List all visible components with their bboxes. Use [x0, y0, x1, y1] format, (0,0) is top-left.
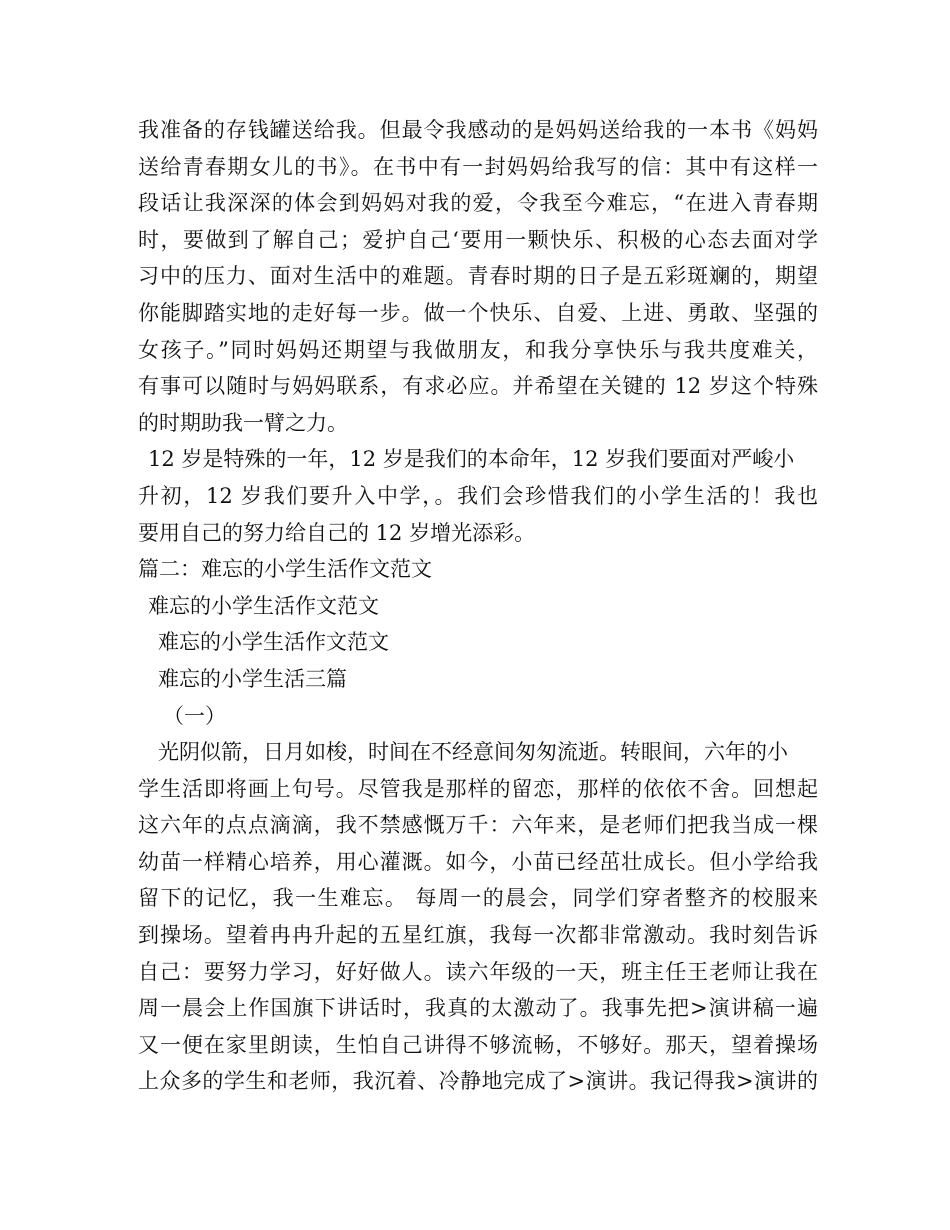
text-line: 的时期助我一臂之力。 [138, 410, 348, 435]
text-line: 上众多的学生和老师，我沉着、冷静地完成了>演讲。我记得我>演讲的 [138, 1069, 818, 1094]
text-line: 女孩子。”同时妈妈还期望与我做朋友，和我分享快乐与我共度难关， [138, 337, 818, 362]
text-line: 留下的记忆，我一生难忘。 每周一的晨会，同学们穿者整齐的校服来 [138, 886, 818, 911]
text-line: 12 岁是特殊的一年，12 岁是我们的本命年，12 岁我们要面对严峻小 [148, 447, 795, 472]
text-line: 有事可以随时与妈妈联系，有求必应。并希望在关键的 12 岁这个特殊 [138, 374, 818, 399]
text-line: 要用自己的努力给自己的 12 岁增光添彩。 [138, 520, 536, 545]
text-line: 自己：要努力学习，好好做人。读六年级的一天，班主任王老师让我在 [138, 959, 818, 984]
text-line: 段话让我深深的体会到妈妈对我的爱，令我至今难忘，“在进入青春期 [138, 191, 818, 216]
essay-title: 难忘的小学生活作文范文 [148, 593, 379, 618]
text-line: 你能脚踏实地的走好每一步。做一个快乐、自爱、上进、勇敢、坚强的 [138, 300, 818, 325]
text-line: 这六年的点点滴滴，我不禁感慨万千：六年来，是老师们把我当成一棵 [138, 813, 818, 838]
section-heading: 篇二：难忘的小学生活作文范文 [138, 557, 432, 582]
text-line: 幼苗一样精心培养，用心灌溉。如今，小苗已经茁壮成长。但小学给我 [138, 849, 818, 874]
text-line: 我准备的存钱罐送给我。但最令我感动的是妈妈送给我的一本书《妈妈 [138, 118, 818, 142]
part-marker: （一） [163, 703, 226, 728]
text-line: 学生活即将画上句号。尽管我是那样的留恋，那样的依依不舍。回想起 [138, 776, 818, 801]
document-body [138, 112, 818, 1100]
essay-subtitle: 难忘的小学生活三篇 [158, 666, 347, 691]
text-line: 时，要做到了解自己；爱护自己‘要用一颗快乐、积极的心态去面对学 [138, 227, 818, 252]
text-line: 到操场。望着冉冉升起的五星红旗，我每一次都非常激动。我时刻告诉 [138, 923, 818, 948]
text-line: 又一便在家里朗读，生怕自己讲得不够流畅，不够好。那天，望着操场 [138, 1032, 818, 1057]
text-line: 送给青春期女儿的书》。在书中有一封妈妈给我写的信：其中有这样一 [138, 154, 818, 179]
text-line: 光阴似箭，日月如梭，时间在不经意间匆匆流逝。转眼间，六年的小 [158, 740, 788, 765]
essay-subtitle: 难忘的小学生活作文范文 [158, 630, 389, 655]
text-line: 周一晨会上作国旗下讲话时，我真的太激动了。我事先把>演讲稿一遍 [138, 996, 818, 1021]
text-line: 升初，12 岁我们要升入中学，。我们会珍惜我们的小学生活的！我也 [138, 483, 818, 508]
text-line: 习中的压力、面对生活中的难题。青春时期的日子是五彩斑斓的，期望 [138, 264, 818, 289]
